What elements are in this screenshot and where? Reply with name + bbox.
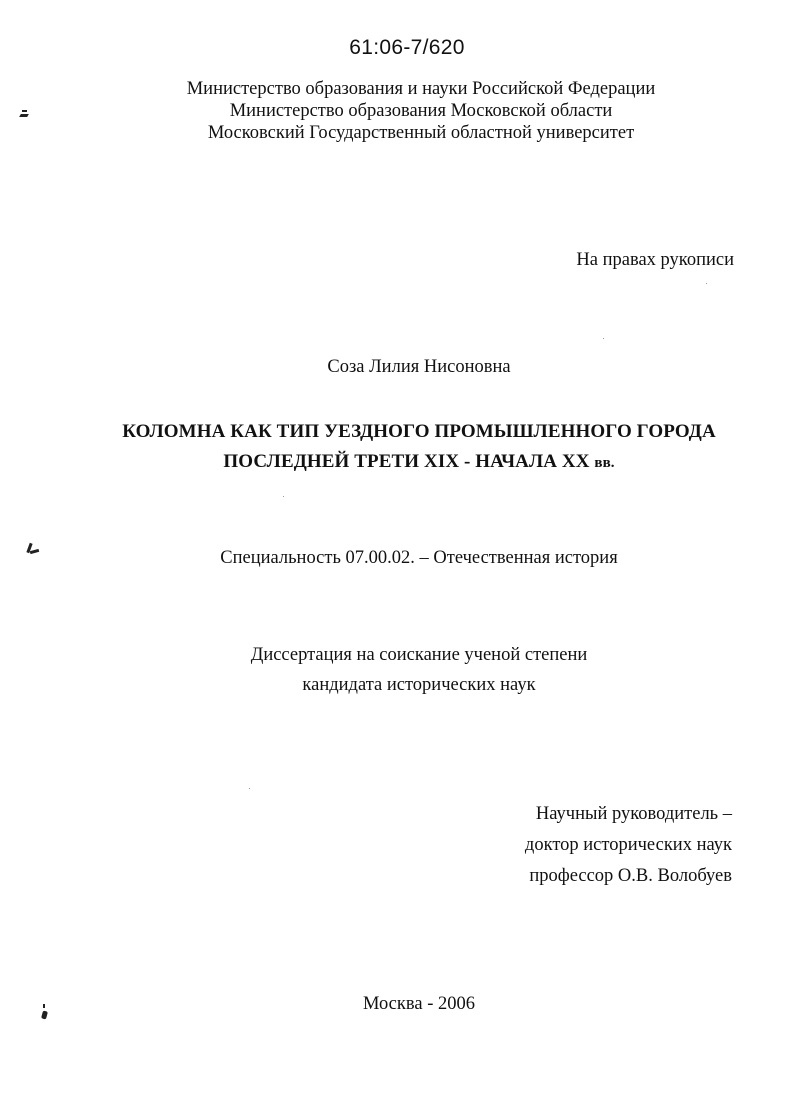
manuscript-rights-note: На правах рукописи xyxy=(576,250,734,270)
supervisor-label: Научный руководитель – xyxy=(535,804,732,824)
degree-line-2: кандидата исторических наук xyxy=(302,675,536,695)
degree-line-1: Диссертация на соискание ученой степени xyxy=(250,645,588,665)
title-line-2-suffix: вв. xyxy=(594,455,615,471)
supervisor-degree: доктор исторических наук xyxy=(524,835,732,855)
author-name: Соза Лилия Нисоновна xyxy=(327,357,511,377)
dissertation-title-line-1: КОЛОМНА КАК ТИП УЕЗДНОГО ПРОМЫШЛЕННОГО ГОРОДА xyxy=(122,421,716,442)
title-line-2-main: ПОСЛЕДНЕЙ ТРЕТИ XIX - НАЧАЛА XX xyxy=(223,451,590,472)
scan-mark-1 xyxy=(22,110,27,112)
supervisor-name: профессор О.В. Волобуев xyxy=(529,866,732,886)
scan-speck-4 xyxy=(249,788,250,789)
organization-line-1: Министерство образования и науки Российской Федерации xyxy=(186,79,656,99)
scan-speck-3 xyxy=(283,496,284,497)
scan-mark-3b xyxy=(43,1004,45,1008)
specialty: Специальность 07.00.02. – Отечественная история xyxy=(220,548,618,568)
city-year: Москва - 2006 xyxy=(362,994,475,1014)
scan-mark-1b xyxy=(19,114,29,117)
catalog-number: 61:06-7/620 xyxy=(349,36,465,59)
dissertation-title-line-2 xyxy=(0,451,798,473)
scan-mark-3 xyxy=(41,1010,48,1019)
scan-speck-2 xyxy=(603,338,604,339)
organization-line-3: Московский Государственный областной университет xyxy=(207,123,635,143)
organization-line-2: Министерство образования Московской области xyxy=(229,101,613,121)
scan-speck-1 xyxy=(706,283,707,284)
